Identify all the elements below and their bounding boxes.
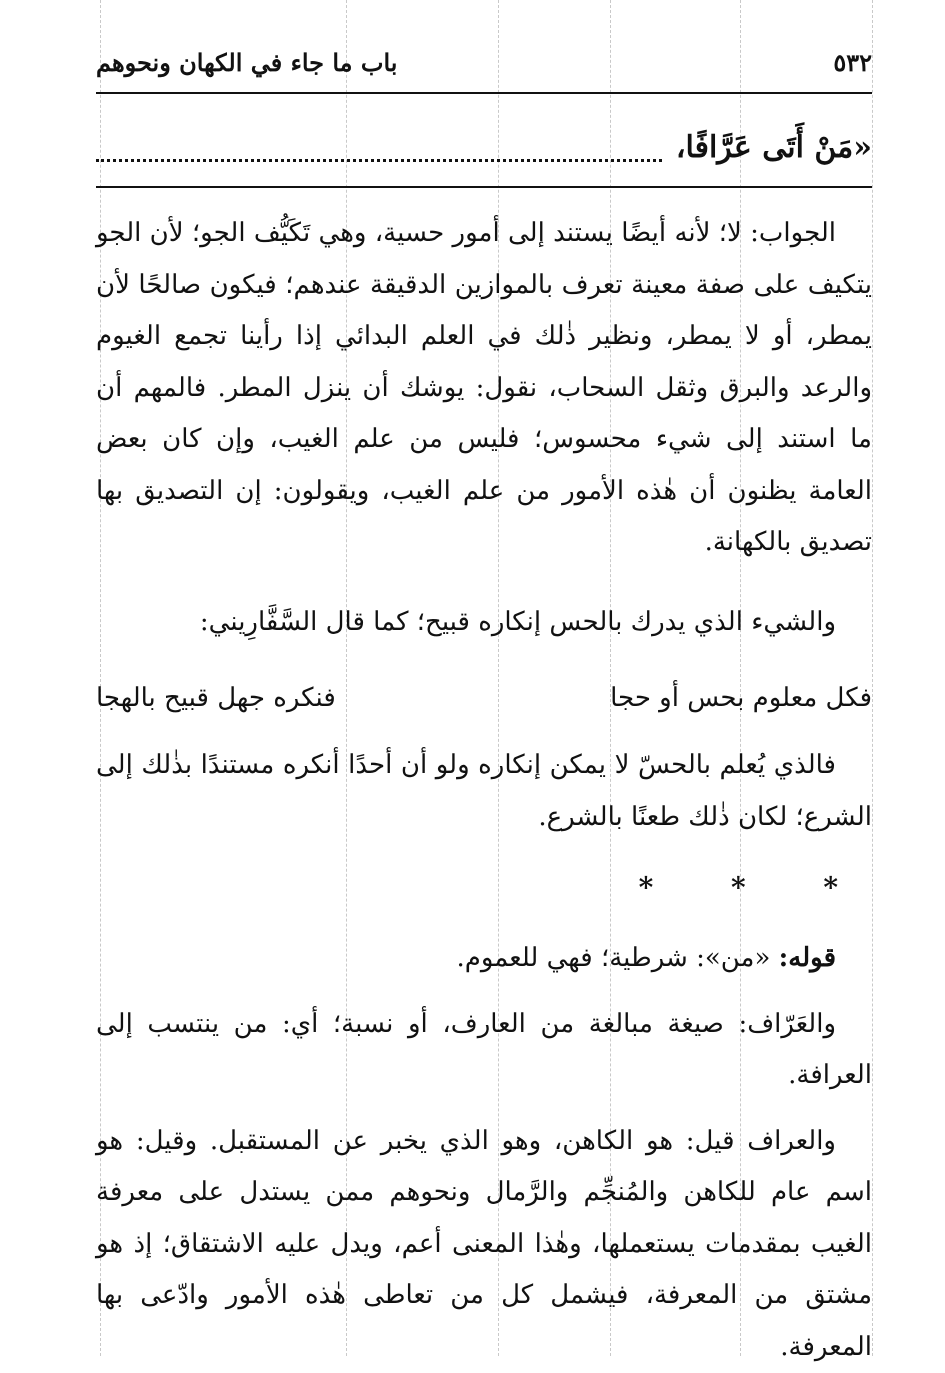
verse-first-hemistich: فكل معلوم بحس أو حجا: [610, 674, 872, 722]
paragraph-man-conditional: [96, 933, 872, 985]
commentary-lead-word: قوله:: [779, 943, 836, 973]
chapter-title: باب ما جاء في الكهان ونحوهم: [96, 48, 397, 77]
body-text: [96, 208, 872, 1373]
paragraph-answer: الجواب: لا؛ لأنه أيضًا يستند إلى أمور حسية، وهي تَكَيُّف الجو؛ لأن الجو يتكيف على صفة معينة تعرف بالموازين الدقيقة عندهم؛ فيكون صالحًا لأن يمطر، أو لا يمطر، ونظير ذٰلك في العلم البدائي إذا رأينا تجمع الغيوم والرعد والبرق وثقل السحاب، نقول: يوشك أن ينزل المطر. فالمهم أن ما استند إلى شيء محسوس؛ فليس من علم الغيب، وإن كان بعض العامة يظنون أن هٰذه الأمور من علم الغيب، ويقولون: إن التصديق بها تصديق بالكهانة.: [96, 208, 872, 569]
book-page: [96, 48, 872, 1373]
scan-guide-line: [872, 0, 873, 1356]
hadith-quote-text: «مَنْ أَتَى عَرَّافًا،: [676, 124, 872, 172]
section-separator-stars: * * *: [96, 865, 872, 911]
hadith-quote-heading: [96, 120, 872, 176]
poetry-verse: [96, 674, 872, 722]
running-header: [96, 48, 872, 94]
commentary-text: «من»: شرطية؛ فهي للعموم.: [456, 943, 770, 973]
page-number: ٥٣٢: [833, 48, 872, 77]
paragraph-arraf-definition: والعَرّاف: صيغة مبالغة من العارف، أو نسبة؛ أي: من ينتسب إلى العرافة.: [96, 999, 872, 1102]
paragraph-safarini-intro: والشيء الذي يدرك بالحس إنكاره قبيح؛ كما قال السَّفَّارِيني:: [96, 597, 872, 649]
paragraph-sense-knowledge: فالذي يُعلم بالحسّ لا يمكن إنكاره ولو أن أحدًا أنكره مستندًا بذٰلك إلى الشرع؛ لكان ذٰلك طعنًا بالشرع.: [96, 740, 872, 843]
dotted-leader: [96, 135, 662, 162]
paragraph-arraf-opinions: والعراف قيل: هو الكاهن، وهو الذي يخبر عن المستقبل. وقيل: هو اسم عام للكاهن والمُنجِّم والرَّمال ونحوهم ممن يستدل على معرفة الغيب بمقدمات يستعملها، وهٰذا المعنى أعم، ويدل عليه الاشتقاق؛ إذ هو مشتق من المعرفة، فيشمل كل من تعاطى هٰذه الأمور وادّعى بها المعرفة.: [96, 1116, 872, 1373]
verse-second-hemistich: فنكره جهل قبيح بالهجا: [96, 674, 336, 722]
header-divider: [96, 186, 872, 188]
